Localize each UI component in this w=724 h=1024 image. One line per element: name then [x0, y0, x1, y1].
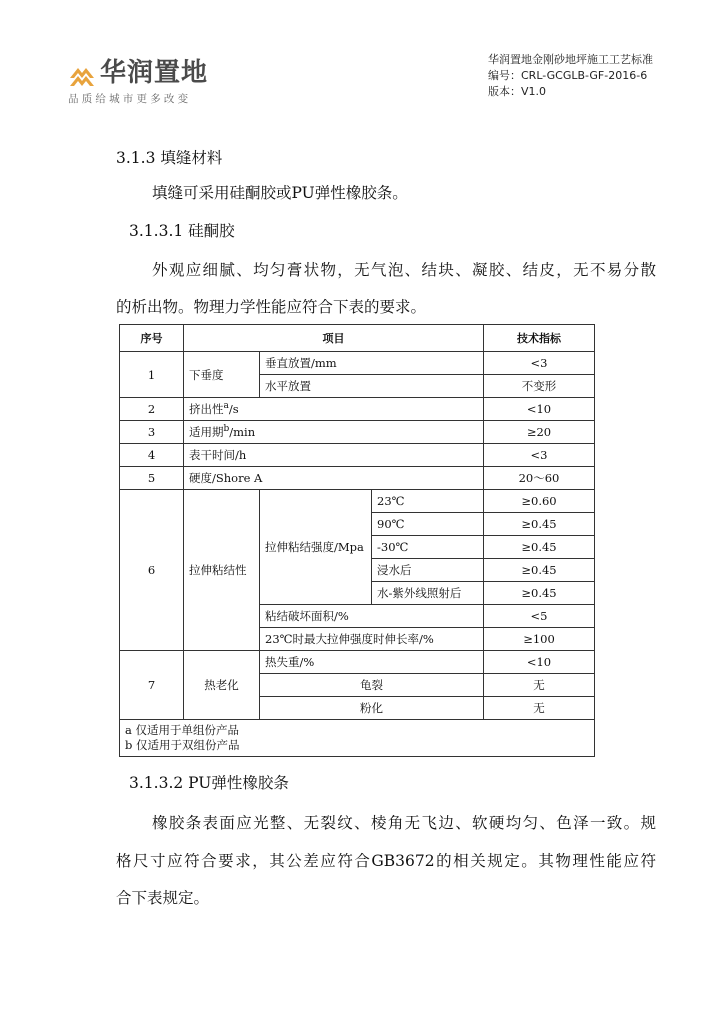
cell-value: ≥100 — [484, 628, 595, 651]
cell-value: ≥0.60 — [484, 490, 595, 513]
table-notes — [120, 720, 595, 757]
cell-value: <3 — [484, 352, 595, 375]
cell-value: 无 — [484, 674, 595, 697]
cell-value: 无 — [484, 697, 595, 720]
cell-subitem: 拉伸粘结强度/Mpa — [260, 490, 372, 605]
paragraph-line: 的析出物。物理力学性能应符合下表的要求。 — [116, 298, 427, 316]
table-row — [120, 421, 595, 444]
table-row — [120, 398, 595, 421]
logo-name: 华润置地 — [100, 58, 209, 88]
cell-subitem: 龟裂 — [260, 674, 484, 697]
paragraph-line: 格尺寸应符合要求，其公差应符合GB3672的相关规定。其物理性能应符 — [116, 852, 656, 870]
cell-value: <3 — [484, 444, 595, 467]
cell-item: 硬度/Shore A — [184, 467, 484, 490]
cell-item: 拉伸粘结性 — [184, 490, 260, 651]
cell-value: ≥20 — [484, 421, 595, 444]
cell-value: <10 — [484, 398, 595, 421]
footnote-mark: a — [223, 401, 229, 412]
cell-item: 热老化 — [184, 651, 260, 720]
cell-condition: 23℃ — [372, 490, 484, 513]
table-notes-row — [120, 720, 595, 757]
cell-no: 2 — [120, 398, 184, 421]
cell-subitem: 垂直放置/mm — [260, 352, 484, 375]
table-row — [120, 651, 595, 674]
section-3-1-3-2-heading: 3.1.3.2 PU弹性橡胶条 — [129, 774, 289, 792]
table-row — [120, 490, 595, 513]
item-name: 挤出性 — [189, 402, 224, 416]
cell-subitem: 热失重/% — [260, 651, 484, 674]
cell-value: ≥0.45 — [484, 536, 595, 559]
col-header-spec: 技术指标 — [484, 325, 595, 352]
cell-condition: 浸水后 — [372, 559, 484, 582]
table-row — [120, 467, 595, 490]
table-row — [120, 444, 595, 467]
cell-item — [184, 421, 484, 444]
cell-no: 1 — [120, 352, 184, 398]
company-logo — [68, 58, 208, 106]
cell-value: 20～60 — [484, 467, 595, 490]
cell-no: 5 — [120, 467, 184, 490]
logo-slogan: 品质给城市更多改变 — [68, 93, 192, 105]
col-header-no: 序号 — [120, 325, 184, 352]
cell-value: 不变形 — [484, 375, 595, 398]
item-unit: /s — [228, 402, 239, 416]
cell-condition: 水-紫外线照射后 — [372, 582, 484, 605]
cell-subitem: 粉化 — [260, 697, 484, 720]
cell-no: 3 — [120, 421, 184, 444]
paragraph-line: 外观应细腻、均匀膏状物，无气泡、结块、凝胶、结皮，无不易分散 — [152, 261, 656, 279]
paragraph-line: 橡胶条表面应光整、无裂纹、棱角无飞边、软硬均匀、色泽一致。规 — [152, 814, 656, 832]
cell-condition: -30℃ — [372, 536, 484, 559]
cell-no: 6 — [120, 490, 184, 651]
note-b: b 仅适用于双组份产品 — [125, 738, 240, 752]
cell-subitem: 水平放置 — [260, 375, 484, 398]
table-header-row — [120, 325, 595, 352]
cell-subitem: 23℃时最大拉伸强度时伸长率/% — [260, 628, 484, 651]
cell-value: ≥0.45 — [484, 513, 595, 536]
cell-no: 7 — [120, 651, 184, 720]
table-row — [120, 352, 595, 375]
section-3-1-3-text: 填缝可采用硅酮胶或PU弹性橡胶条。 — [152, 184, 408, 202]
cell-item: 下垂度 — [184, 352, 260, 398]
cell-value: <5 — [484, 605, 595, 628]
doc-number: 编号：CRL-GCGLB-GF-2016-6 — [488, 69, 648, 82]
doc-version: 版本：V1.0 — [488, 85, 547, 98]
document-header-info — [488, 52, 653, 100]
footnote-mark: b — [223, 424, 230, 435]
cell-subitem: 粘结破坏面积/% — [260, 605, 484, 628]
section-3-1-3-1-heading: 3.1.3.1 硅酮胶 — [129, 222, 235, 240]
logo-mark-icon — [68, 58, 96, 88]
cell-value: ≥0.45 — [484, 582, 595, 605]
item-unit: /min — [229, 425, 256, 439]
section-3-1-3-heading: 3.1.3 填缝材料 — [116, 149, 223, 167]
col-header-item: 项目 — [184, 325, 484, 352]
note-a: a 仅适用于单组份产品 — [125, 723, 240, 737]
item-name: 适用期 — [189, 425, 224, 439]
silicone-spec-table — [119, 324, 595, 757]
cell-value: ≥0.45 — [484, 559, 595, 582]
cell-no: 4 — [120, 444, 184, 467]
cell-item — [184, 398, 484, 421]
cell-condition: 90℃ — [372, 513, 484, 536]
paragraph-line: 合下表规定。 — [116, 889, 210, 907]
cell-value: <10 — [484, 651, 595, 674]
doc-title: 华润置地金刚砂地坪施工工艺标准 — [488, 53, 653, 66]
cell-item: 表干时间/h — [184, 444, 484, 467]
